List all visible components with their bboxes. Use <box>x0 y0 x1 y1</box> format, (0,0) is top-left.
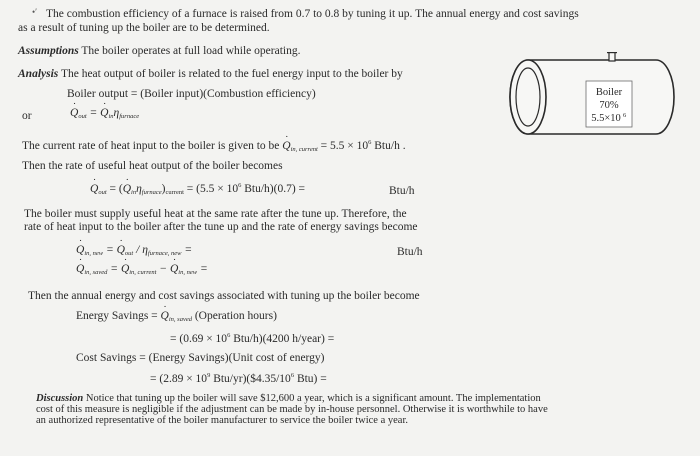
tuneup-line-1: The boiler must supply useful heat at the same rate after the tune up. Therefore, the <box>24 208 407 220</box>
tuneup-line-2: rate of heat input to the boiler after the tune up and the rate of energy savings become <box>24 221 418 233</box>
new-input-equation: ˙ $Q_{in, new}$ = ˙ $Q_{out} / \eta_{furnace, new}$ = <box>76 245 192 258</box>
assumptions-label: Assumptions <box>18 45 79 57</box>
cursor-mark-icon: •′ <box>32 7 38 17</box>
analysis-text: The heat output of boiler is related to the fuel energy input to the boiler by <box>60 68 403 80</box>
current-input-line: The current rate of heat input to the boiler is given to be ˙ $Q_{in, current} = 5.5 \times 10^6$ Btu/h . <box>22 140 406 154</box>
output-input-equation: ˙ $Q_{out}$ = ˙ $Q_{in}\eta_{furnace}$ <box>70 108 139 121</box>
or-label: or <box>22 110 32 122</box>
useful-output-unit: Btu/h <box>389 185 415 197</box>
boiler-rate-exponent: 6 <box>623 112 627 119</box>
energy-savings-equation: Energy Savings = ˙ $Q_{in, saved}$ (Operation hours) <box>76 311 277 324</box>
assumptions-line <box>18 46 300 58</box>
discussion-paragraph: Discussion Notice that tuning up the boiler will save $12,600 a year, which is a significant amount. The implementation cost of this measure is negligible if the adjustment can be made by in-house personnel. Otherwise it is worthwhile to have an authorized representative of the boiler manufacturer to service the boiler twice a year. <box>36 393 548 426</box>
saved-input-equation: ˙ $Q_{in, saved}$ = ˙ $Q_{in, current}$ − ˙ $Q_{in, new}$ = <box>76 264 208 277</box>
cost-savings-calc: = ($2.89 \times 10^9$ Btu/$yr)(\$4.35/10^6$ Btu) = <box>150 372 327 385</box>
boiler-rate: 5.5×10 <box>591 113 621 124</box>
problem-line-2: as a result of tuning up the boiler are to be determined. <box>18 22 270 34</box>
boiler-diagram <box>506 52 678 142</box>
boiler-efficiency: 70% <box>599 100 619 111</box>
boiler-output-equation: Boiler output = (Boiler input)(Combustion efficiency) <box>67 88 316 100</box>
problem-line-1: The combustion efficiency of a furnace is raised from 0.7 to 0.8 by tuning it up. The annual energy and cost savings <box>46 8 579 20</box>
boiler-label: Boiler <box>595 87 623 98</box>
assumptions-text: The boiler operates at full load while operating. <box>81 45 301 57</box>
useful-output-text: Then the rate of useful heat output of the boiler becomes <box>22 160 283 172</box>
chimney-icon <box>607 52 617 61</box>
discussion-label: Discussion <box>36 393 84 404</box>
energy-savings-calc: = ($0.69 \times 10^6$ Btu/h)(4200 h/year) = <box>170 332 335 345</box>
annual-savings-text: Then the annual energy and cost savings associated with tuning up the boiler become <box>28 290 420 302</box>
cost-savings-equation: Cost Savings = (Energy Savings)(Unit cost of energy) <box>76 352 325 364</box>
analysis-label: Analysis <box>18 68 59 80</box>
analysis-line <box>18 69 403 81</box>
new-input-unit: Btu/h <box>397 246 423 258</box>
useful-output-equation: ˙ $Q_{out}$ = (˙ $Q_{in}\eta_{furnace})_{current} = (5.5 \times 10^6$ Btu/h)(0.7) = <box>90 183 305 197</box>
